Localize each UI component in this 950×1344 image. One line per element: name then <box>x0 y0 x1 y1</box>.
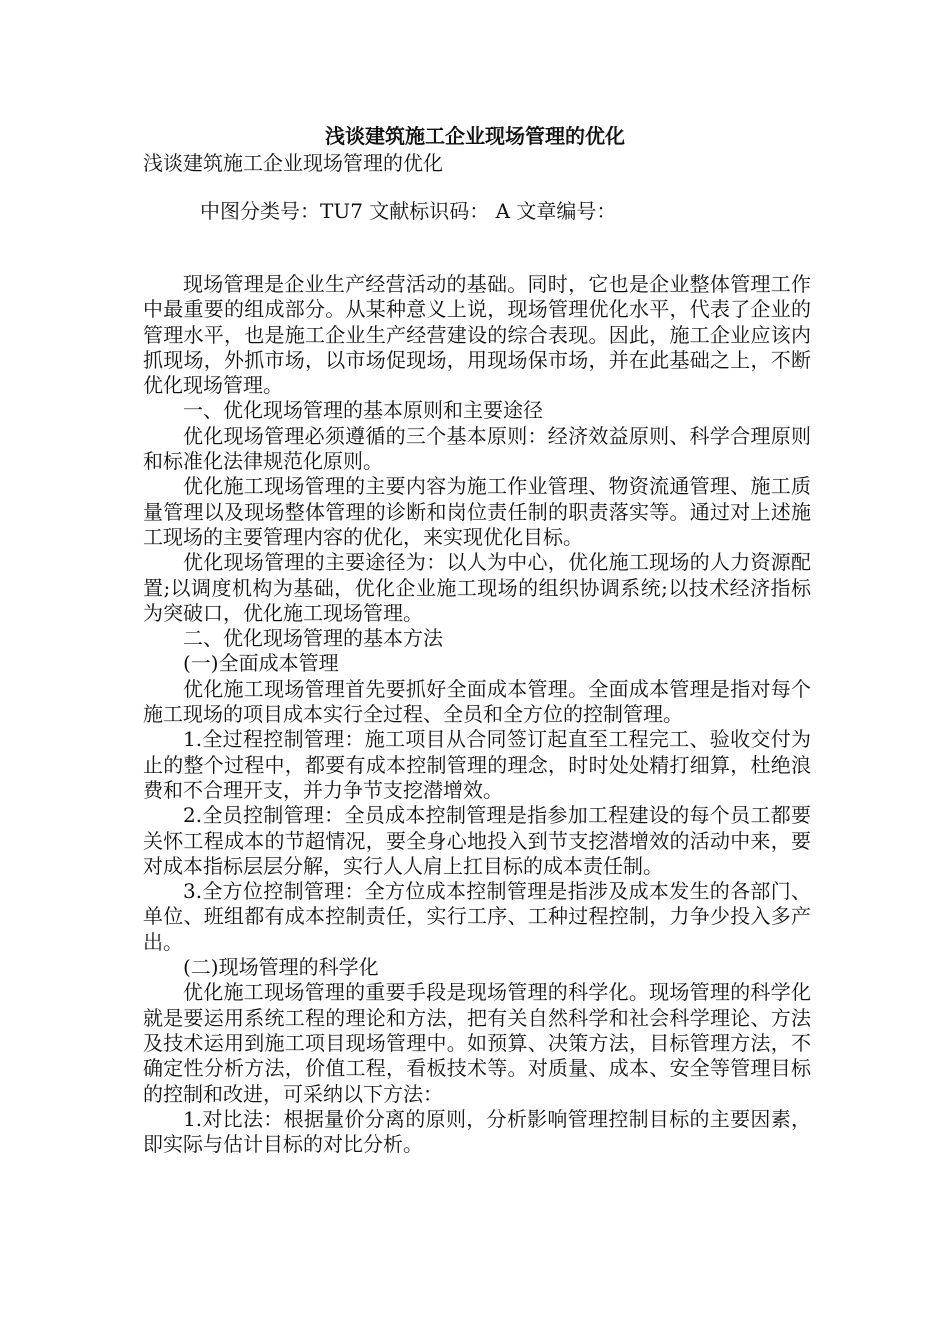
section-heading: 二、优化现场管理的基本方法 <box>183 626 443 651</box>
list-item: 2.全员控制管理：全员成本控制管理是指参加工程建设的每个员工都要关怀工程成本的节超情况，要全身心地投入到节支挖潜增效的活动中来，要对成本指标层层分解，实行人人肩上扛目标的成本责任制。 <box>143 803 811 878</box>
document-title: 浅谈建筑施工企业现场管理的优化 <box>325 124 625 148</box>
list-item: 3.全方位控制管理：全方位成本控制管理是指涉及成本发生的各部门、单位、班组都有成本控制责任，实行工序、工种过程控制，力争少投入多产出。 <box>143 879 811 954</box>
document-body <box>143 272 811 1157</box>
paragraph: 优化施工现场管理的重要手段是现场管理的科学化。现场管理的科学化就是要运用系统工程的理论和方法，把有关自然科学和社会科学理论、方法及技术运用到施工项目现场管理中。如预算、决策方法，目标管理方法，不确定性分析方法，价值工程，看板技术等。对质量、成本、安全等管理目标的控制和改进，可采纳以下方法： <box>143 980 811 1106</box>
list-item: 1.对比法：根据量价分离的原则，分析影响管理控制目标的主要因素，即实际与估计目标的对比分析。 <box>143 1106 811 1157</box>
paragraph: 优化施工现场管理的主要内容为施工作业管理、物资流通管理、施工质量管理以及现场整体管理的诊断和岗位责任制的职责落实等。通过对上述施工现场的主要管理内容的优化，来实现优化目标。 <box>143 474 811 549</box>
document-subtitle: 浅谈建筑施工企业现场管理的优化 <box>143 151 443 175</box>
paragraph: 现场管理是企业生产经营活动的基础。同时，它也是企业整体管理工作中最重要的组成部分。从某种意义上说，现场管理优化水平，代表了企业的管理水平，也是施工企业生产经营建设的综合表现。因此，施工企业应该内抓现场，外抓市场，以市场促现场，用现场保市场，并在此基础之上，不断优化现场管理。 <box>143 272 811 398</box>
classification-line: 中图分类号：TU7 文献标识码： A 文章编号： <box>200 199 617 223</box>
paragraph: 优化现场管理的主要途径为：以人为中心，优化施工现场的人力资源配置;以调度机构为基础，优化企业施工现场的组织协调系统;以技术经济指标为突破口，优化施工现场管理。 <box>143 550 811 625</box>
list-item: 1.全过程控制管理：施工项目从合同签订起直至工程完工、验收交付为止的整个过程中，都要有成本控制管理的理念，时时处处精打细算，杜绝浪费和不合理开支，并力争节支挖潜增效。 <box>143 727 811 802</box>
section-heading: 一、优化现场管理的基本原则和主要途径 <box>183 398 543 423</box>
subsection-heading: (一)全面成本管理 <box>183 651 339 676</box>
paragraph: 优化现场管理必须遵循的三个基本原则：经济效益原则、科学合理原则和标准化法律规范化原则。 <box>143 423 811 474</box>
paragraph: 优化施工现场管理首先要抓好全面成本管理。全面成本管理是指对每个施工现场的项目成本实行全过程、全员和全方位的控制管理。 <box>143 676 811 727</box>
subsection-heading: (二)现场管理的科学化 <box>183 955 379 980</box>
